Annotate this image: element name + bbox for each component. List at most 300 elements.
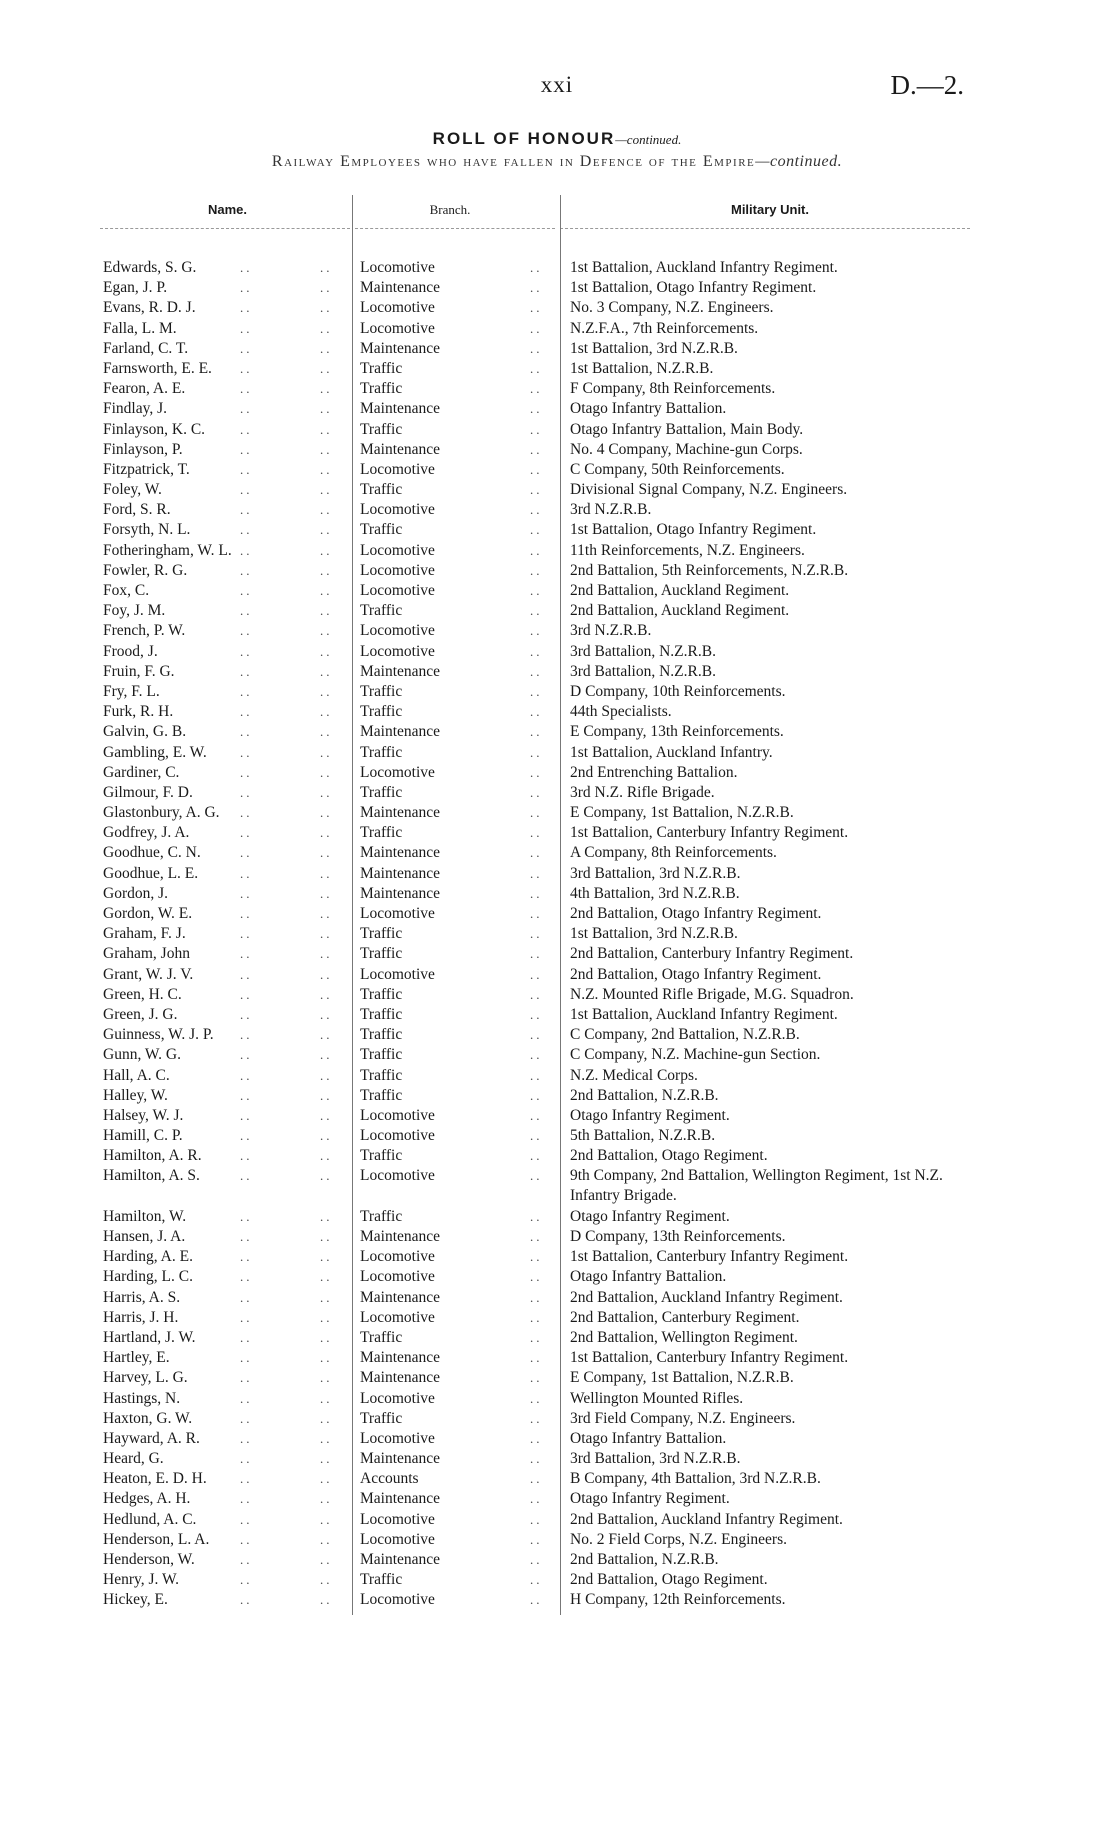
row-branch: Locomotive: [360, 1389, 435, 1407]
row-military-unit: 2nd Battalion, Otago Regiment.: [570, 1571, 768, 1589]
row-branch: Locomotive: [360, 319, 435, 337]
row-military-unit: Otago Infantry Battalion.: [570, 1268, 727, 1286]
row-leader-dots: ..: [320, 1531, 333, 1547]
row-leader-dots: ..: [530, 441, 543, 457]
row-name: Hamilton, A. R.: [103, 1147, 202, 1165]
row-leader-dots: ..: [240, 1148, 253, 1164]
row-branch: Locomotive: [360, 1510, 435, 1528]
row-leader-dots: ..: [240, 1329, 253, 1345]
row-leader-dots: ..: [320, 764, 333, 780]
row-leader-dots: ..: [320, 1148, 333, 1164]
table-row: [0, 1066, 1114, 1086]
table-row: [0, 682, 1114, 702]
row-military-unit: 2nd Battalion, 5th Reinforcements, N.Z.R.B.: [570, 561, 849, 579]
row-leader-dots: ..: [240, 1471, 253, 1487]
row-leader-dots: ..: [320, 421, 333, 437]
row-name: Graham, John: [103, 945, 190, 963]
row-leader-dots: ..: [320, 260, 333, 275]
row-branch: Traffic: [360, 481, 403, 499]
row-leader-dots: ..: [530, 1148, 543, 1164]
table-row: [0, 1328, 1114, 1348]
row-leader-dots: ..: [240, 744, 253, 760]
table-row: [0, 339, 1114, 359]
row-branch: Maintenance: [360, 884, 441, 902]
table-row: [0, 1489, 1114, 1509]
row-name: Henry, J. W.: [103, 1571, 180, 1589]
row-leader-dots: ..: [530, 1592, 543, 1608]
row-name: Haxton, G. W.: [103, 1409, 193, 1427]
row-branch: Maintenance: [360, 339, 441, 357]
table-row: [0, 965, 1114, 985]
subtitle-text: Railway Employees who have fallen in Defence of the Empire: [271, 153, 756, 170]
table-row: [0, 1530, 1114, 1550]
row-military-unit: 1st Battalion, Canterbury Infantry Regiment.: [570, 824, 849, 842]
row-name: Hansen, J. A.: [103, 1228, 186, 1246]
row-leader-dots: ..: [240, 1511, 253, 1527]
row-leader-dots: ..: [530, 421, 543, 437]
row-name: Guinness, W. J. P.: [103, 1026, 214, 1044]
row-branch: Locomotive: [360, 561, 435, 579]
row-military-unit: 1st Battalion, N.Z.R.B.: [570, 359, 714, 377]
row-leader-dots: ..: [320, 542, 333, 558]
row-leader-dots: ..: [240, 784, 253, 800]
row-leader-dots: ..: [320, 1087, 333, 1103]
row-military-unit: Otago Infantry Battalion, Main Body.: [570, 420, 804, 438]
row-leader-dots: ..: [530, 1229, 543, 1245]
row-leader-dots: ..: [320, 1350, 333, 1366]
row-leader-dots: ..: [320, 1390, 333, 1406]
row-branch: Traffic: [360, 703, 403, 721]
row-branch: Traffic: [360, 1046, 403, 1064]
row-branch: Traffic: [360, 1207, 403, 1225]
row-leader-dots: ..: [320, 502, 333, 518]
row-leader-dots: ..: [320, 1047, 333, 1063]
row-leader-dots: ..: [320, 280, 333, 296]
row-leader-dots: ..: [320, 1511, 333, 1527]
row-leader-dots: ..: [240, 1430, 253, 1446]
row-branch: Traffic: [360, 985, 403, 1003]
row-leader-dots: ..: [530, 623, 543, 639]
row-name: Hall, A. C.: [103, 1066, 170, 1084]
row-leader-dots: ..: [240, 643, 253, 659]
row-name: Goodhue, L. E.: [103, 864, 199, 882]
row-name: Halley, W.: [103, 1086, 168, 1104]
row-leader-dots: ..: [320, 1471, 333, 1487]
row-leader-dots: ..: [320, 1370, 333, 1386]
row-branch: Locomotive: [360, 1248, 435, 1266]
row-name: Green, J. G.: [103, 1005, 178, 1023]
row-branch: Maintenance: [360, 279, 441, 297]
row-branch: Locomotive: [360, 1268, 435, 1286]
row-leader-dots: ..: [320, 1430, 333, 1446]
row-leader-dots: ..: [320, 1027, 333, 1043]
row-military-unit: D Company, 13th Reinforcements.: [570, 1228, 786, 1246]
row-leader-dots: ..: [240, 260, 253, 275]
row-name: Fearon, A. E.: [103, 380, 186, 398]
row-leader-dots: ..: [240, 1067, 253, 1083]
row-branch: Locomotive: [360, 460, 435, 478]
row-military-unit: 3rd Battalion, N.Z.R.B.: [570, 662, 716, 680]
column-header-unit: Military Unit.: [730, 202, 809, 217]
row-branch: Maintenance: [360, 1288, 441, 1306]
row-leader-dots: ..: [530, 1249, 543, 1265]
row-military-unit: E Company, 1st Battalion, N.Z.R.B.: [570, 804, 794, 822]
row-military-unit: 2nd Battalion, Canterbury Regiment.: [570, 1308, 800, 1326]
table-row: [0, 1146, 1114, 1166]
row-name: Foley, W.: [103, 481, 162, 499]
row-leader-dots: ..: [240, 1410, 253, 1426]
table-row: [0, 1368, 1114, 1388]
row-leader-dots: ..: [320, 704, 333, 720]
row-leader-dots: ..: [320, 663, 333, 679]
row-leader-dots: ..: [530, 683, 543, 699]
row-leader-dots: ..: [530, 825, 543, 841]
row-name: Fowler, R. G.: [103, 561, 188, 579]
row-military-unit: 4th Battalion, 3rd N.Z.R.B.: [570, 884, 740, 902]
row-military-unit: 2nd Battalion, Auckland Infantry Regiment.: [570, 1288, 843, 1306]
row-branch: Maintenance: [360, 1369, 441, 1387]
row-branch: Locomotive: [360, 1127, 435, 1145]
table-row: [0, 924, 1114, 944]
table-row: [0, 1469, 1114, 1489]
header-rule-unit: [560, 228, 970, 229]
row-branch: Accounts: [360, 1470, 419, 1488]
table-row: [0, 1308, 1114, 1328]
row-leader-dots: ..: [240, 1229, 253, 1245]
table-row: [0, 1267, 1114, 1287]
row-leader-dots: ..: [240, 1451, 253, 1467]
row-leader-dots: ..: [240, 1552, 253, 1568]
table-row: [0, 944, 1114, 964]
row-military-unit: 2nd Battalion, Auckland Regiment.: [570, 602, 790, 620]
row-branch: Traffic: [360, 1328, 403, 1346]
row-leader-dots: ..: [320, 885, 333, 901]
row-name: Egan, J. P.: [103, 279, 168, 297]
row-leader-dots: ..: [530, 1350, 543, 1366]
table-row: [0, 500, 1114, 520]
row-leader-dots: ..: [240, 441, 253, 457]
row-leader-dots: ..: [320, 906, 333, 921]
row-military-unit: E Company, 13th Reinforcements.: [570, 723, 784, 741]
row-leader-dots: ..: [240, 825, 253, 841]
row-leader-dots: ..: [240, 1370, 253, 1386]
table-row: [0, 864, 1114, 884]
row-name: Glastonbury, A. G.: [103, 804, 220, 822]
row-leader-dots: ..: [530, 865, 543, 881]
row-name: Harris, A. S.: [103, 1288, 181, 1306]
row-military-unit: 3rd N.Z.R.B.: [570, 501, 652, 519]
row-branch: Traffic: [360, 521, 403, 539]
row-leader-dots: ..: [320, 562, 333, 578]
row-name: Finlayson, K. C.: [103, 420, 206, 438]
row-branch: Traffic: [360, 682, 403, 700]
row-leader-dots: ..: [530, 461, 543, 477]
row-branch: Locomotive: [360, 501, 435, 519]
row-military-unit: 2nd Battalion, Otago Regiment.: [570, 1147, 768, 1165]
row-leader-dots: ..: [530, 805, 543, 821]
row-name: Fry, F. L.: [103, 682, 160, 700]
row-leader-dots: ..: [530, 784, 543, 800]
row-military-unit: 9th Company, 2nd Battalion, Wellington Regiment, 1st N.Z. Infantry Brigade.: [570, 1167, 943, 1205]
row-military-unit: E Company, 1st Battalion, N.Z.R.B.: [570, 1369, 794, 1387]
table-row: [0, 298, 1114, 318]
row-leader-dots: ..: [240, 1006, 253, 1022]
table-row: [0, 1429, 1114, 1449]
header-rule-name: [100, 228, 350, 229]
row-leader-dots: ..: [240, 966, 253, 982]
row-branch: Locomotive: [360, 1530, 435, 1548]
row-leader-dots: ..: [320, 805, 333, 821]
row-leader-dots: ..: [320, 1289, 333, 1305]
row-branch: Locomotive: [360, 1591, 435, 1609]
row-branch: Traffic: [360, 1147, 403, 1165]
row-military-unit: 3rd Battalion, 3rd N.Z.R.B.: [570, 1450, 741, 1468]
row-military-unit: H Company, 12th Reinforcements.: [570, 1591, 786, 1609]
table-row: [0, 1288, 1114, 1308]
row-leader-dots: ..: [240, 704, 253, 720]
row-branch: Traffic: [360, 1005, 403, 1023]
row-leader-dots: ..: [240, 1107, 253, 1123]
row-name: Gordon, J.: [103, 884, 169, 902]
table-row: [0, 420, 1114, 440]
table-row: [0, 1409, 1114, 1429]
row-military-unit: 5th Battalion, N.Z.R.B.: [570, 1127, 716, 1145]
row-leader-dots: ..: [240, 522, 253, 538]
table-row: [0, 1227, 1114, 1247]
row-leader-dots: ..: [530, 1289, 543, 1305]
table-row: [0, 1086, 1114, 1106]
row-leader-dots: ..: [240, 1269, 253, 1285]
row-leader-dots: ..: [240, 1087, 253, 1103]
row-name: Falla, L. M.: [103, 319, 177, 337]
row-name: Farland, C. T.: [103, 339, 189, 357]
row-leader-dots: ..: [320, 744, 333, 760]
row-military-unit: N.Z.F.A., 7th Reinforcements.: [570, 319, 759, 337]
row-leader-dots: ..: [240, 764, 253, 780]
row-leader-dots: ..: [240, 1491, 253, 1507]
row-military-unit: Divisional Signal Company, N.Z. Engineers.: [570, 481, 848, 499]
row-leader-dots: ..: [530, 260, 543, 275]
row-leader-dots: ..: [320, 300, 333, 316]
row-name: Gordon, W. E.: [103, 905, 193, 922]
row-leader-dots: ..: [530, 381, 543, 397]
row-name: Henderson, L. A.: [103, 1530, 210, 1548]
row-name: Heaton, E. D. H.: [103, 1470, 207, 1488]
row-military-unit: 1st Battalion, 3rd N.Z.R.B.: [570, 339, 738, 357]
row-branch: Locomotive: [360, 541, 435, 559]
row-name: Finlayson, P.: [103, 440, 183, 458]
row-branch: Locomotive: [360, 763, 435, 781]
table-row: [0, 763, 1114, 783]
row-branch: Traffic: [360, 359, 403, 377]
row-name: Hastings, N.: [103, 1389, 181, 1407]
row-military-unit: 2nd Battalion, Otago Infantry Regiment.: [570, 965, 822, 983]
row-leader-dots: ..: [240, 623, 253, 639]
row-leader-dots: ..: [530, 1309, 543, 1325]
row-name: Gunn, W. G.: [103, 1046, 181, 1064]
row-name: Hedlund, A. C.: [103, 1510, 197, 1528]
row-branch: Locomotive: [360, 582, 435, 599]
row-leader-dots: ..: [320, 946, 333, 962]
row-branch: Maintenance: [360, 723, 441, 741]
table-row: [0, 702, 1114, 722]
row-leader-dots: ..: [320, 1410, 333, 1426]
row-name: Hamilton, W.: [103, 1207, 187, 1225]
row-leader-dots: ..: [240, 1027, 253, 1043]
row-leader-dots: ..: [530, 1511, 543, 1527]
table-row: [0, 1045, 1114, 1065]
row-leader-dots: ..: [320, 825, 333, 841]
table-row: [0, 783, 1114, 803]
row-name: Fotheringham, W. L.: [103, 541, 232, 559]
row-leader-dots: ..: [320, 1309, 333, 1325]
row-name: Ford, S. R.: [103, 501, 171, 519]
row-leader-dots: ..: [530, 1572, 543, 1588]
row-leader-dots: ..: [530, 300, 543, 316]
table-row: [0, 1247, 1114, 1267]
table-row: [0, 662, 1114, 682]
row-leader-dots: ..: [530, 1107, 543, 1123]
row-leader-dots: ..: [530, 1410, 543, 1426]
row-name: Harris, J. H.: [103, 1308, 179, 1326]
row-leader-dots: ..: [240, 603, 253, 619]
row-leader-dots: ..: [530, 1390, 543, 1406]
table-row: [0, 379, 1114, 399]
table-row: [0, 359, 1114, 379]
row-leader-dots: ..: [320, 340, 333, 356]
row-leader-dots: ..: [530, 562, 543, 578]
row-leader-dots: ..: [240, 360, 253, 376]
row-name: Furk, R. H.: [103, 703, 174, 721]
row-leader-dots: ..: [530, 482, 543, 498]
row-military-unit: Otago Infantry Battalion.: [570, 400, 727, 418]
table-row: [0, 1550, 1114, 1570]
row-leader-dots: ..: [240, 1208, 253, 1224]
row-branch: Traffic: [360, 1086, 403, 1104]
row-name: Hedges, A. H.: [103, 1490, 191, 1508]
row-branch: Locomotive: [360, 1106, 435, 1124]
row-name: Hartland, J. W.: [103, 1328, 196, 1346]
row-name: Hamill, C. P.: [103, 1127, 183, 1145]
row-branch: Maintenance: [360, 1450, 441, 1468]
title-continued: —continued.: [615, 132, 682, 147]
row-leader-dots: ..: [240, 845, 253, 861]
row-branch: Traffic: [360, 380, 403, 398]
row-leader-dots: ..: [530, 1491, 543, 1507]
row-leader-dots: ..: [320, 360, 333, 376]
row-leader-dots: ..: [240, 663, 253, 679]
row-military-unit: 3rd N.Z.R.B.: [570, 622, 652, 640]
row-name: Forsyth, N. L.: [103, 521, 191, 539]
row-leader-dots: ..: [240, 340, 253, 356]
row-branch: Locomotive: [360, 642, 435, 660]
row-leader-dots: ..: [530, 966, 543, 982]
table-row: [0, 1570, 1114, 1590]
row-military-unit: F Company, 8th Reinforcements.: [570, 380, 776, 398]
table-row: [0, 601, 1114, 621]
row-leader-dots: ..: [240, 1572, 253, 1588]
table-row: [0, 1166, 1114, 1206]
row-leader-dots: ..: [530, 1047, 543, 1063]
row-branch: Locomotive: [360, 1167, 435, 1185]
table-row: [0, 1510, 1114, 1530]
table-row: [0, 278, 1114, 298]
row-military-unit: Otago Infantry Regiment.: [570, 1106, 730, 1124]
row-leader-dots: ..: [530, 542, 543, 558]
row-leader-dots: ..: [530, 744, 543, 760]
row-military-unit: 2nd Battalion, N.Z.R.B.: [570, 1086, 719, 1104]
row-military-unit: 3rd Battalion, N.Z.R.B.: [570, 642, 716, 660]
row-name: Fruin, F. G.: [103, 662, 175, 680]
row-leader-dots: ..: [530, 1087, 543, 1103]
row-leader-dots: ..: [320, 441, 333, 457]
row-leader-dots: ..: [240, 1249, 253, 1265]
row-branch: Maintenance: [360, 662, 441, 680]
row-leader-dots: ..: [320, 966, 333, 982]
row-leader-dots: ..: [320, 1229, 333, 1245]
row-branch: Traffic: [360, 1409, 403, 1427]
row-leader-dots: ..: [320, 623, 333, 639]
row-military-unit: 2nd Battalion, Auckland Regiment.: [570, 582, 790, 599]
row-name: Fitzpatrick, T.: [103, 460, 190, 478]
row-leader-dots: ..: [240, 542, 253, 558]
row-name: Godfrey, J. A.: [103, 824, 190, 842]
row-branch: Maintenance: [360, 1551, 441, 1569]
row-leader-dots: ..: [320, 926, 333, 942]
row-military-unit: C Company, 50th Reinforcements.: [570, 460, 785, 478]
table-row: [0, 541, 1114, 561]
row-military-unit: B Company, 4th Battalion, 3rd N.Z.R.B.: [570, 1470, 821, 1488]
table-row: [0, 884, 1114, 904]
table-row: [0, 460, 1114, 480]
row-military-unit: C Company, 2nd Battalion, N.Z.R.B.: [570, 1026, 800, 1044]
column-header-name: Name.: [207, 202, 248, 217]
row-name: Findlay, J.: [103, 400, 168, 418]
row-branch: Locomotive: [360, 259, 435, 276]
header-rule-branch: [355, 228, 555, 229]
row-leader-dots: ..: [530, 583, 543, 598]
row-leader-dots: ..: [530, 885, 543, 901]
row-name: Goodhue, C. N.: [103, 844, 201, 862]
row-leader-dots: ..: [320, 1067, 333, 1083]
row-branch: Maintenance: [360, 440, 441, 458]
row-leader-dots: ..: [240, 300, 253, 316]
row-leader-dots: ..: [240, 482, 253, 498]
row-leader-dots: ..: [320, 583, 333, 598]
table-row: [0, 722, 1114, 742]
row-name: Harding, L. C.: [103, 1268, 193, 1286]
row-name: Halsey, W. J.: [103, 1106, 184, 1124]
row-name: Galvin, G. B.: [103, 723, 187, 741]
row-leader-dots: ..: [320, 1552, 333, 1568]
table-row: [0, 1126, 1114, 1146]
row-leader-dots: ..: [530, 643, 543, 659]
row-branch: Traffic: [360, 1066, 403, 1084]
row-leader-dots: ..: [240, 906, 253, 921]
row-leader-dots: ..: [530, 1067, 543, 1083]
row-leader-dots: ..: [320, 1006, 333, 1022]
row-leader-dots: ..: [240, 461, 253, 477]
row-leader-dots: ..: [530, 1208, 543, 1224]
row-military-unit: 1st Battalion, 3rd N.Z.R.B.: [570, 925, 738, 943]
row-name: Gardiner, C.: [103, 763, 180, 781]
title-text: ROLL OF HONOUR: [432, 129, 616, 148]
row-name: Harding, A. E.: [103, 1248, 193, 1266]
row-leader-dots: ..: [320, 1107, 333, 1123]
row-military-unit: A Company, 8th Reinforcements.: [570, 844, 777, 862]
row-leader-dots: ..: [240, 1531, 253, 1547]
row-military-unit: 3rd Battalion, 3rd N.Z.R.B.: [570, 864, 741, 882]
